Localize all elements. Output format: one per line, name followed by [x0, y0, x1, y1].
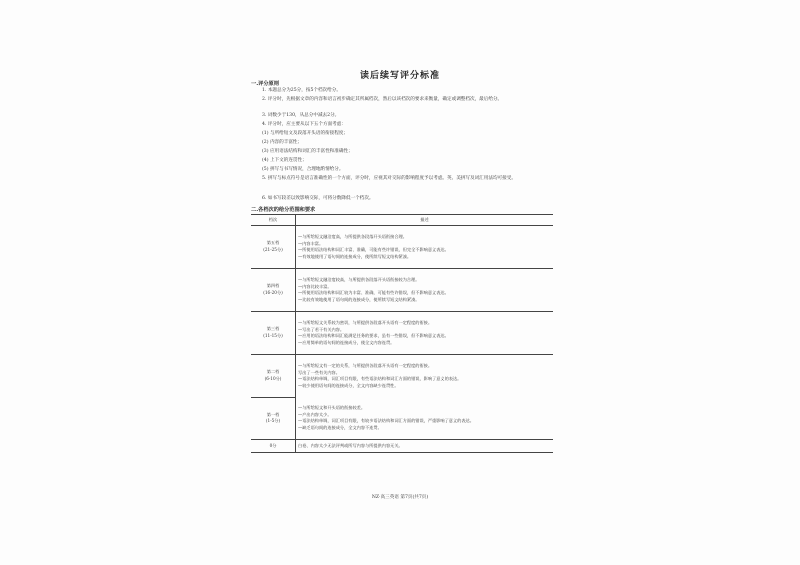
principle-item: 5. 拼写与标点符号是语言准确性的一个方面，评分时，应视其对交际的影响程度予以考虑。英、美拼写及词汇用法均可接受。: [262, 176, 516, 181]
table-row: [251, 226, 553, 269]
description-line: —应用的语法结构和词汇能满足任务的要求，虽有一些错误，但不影响意义表达。: [298, 333, 449, 338]
principle-item: (4) 上下文的连贯性；: [262, 158, 307, 163]
section-heading-principles: 一.评分原则: [251, 81, 279, 87]
description-line: —与所给短文融洽度较高，与所提供各段落开头语衔接较为合理。: [298, 277, 420, 282]
description-line: —与所给短文和开头语的衔接较差。: [298, 405, 366, 410]
description-line: —应用简单的语句间的连接成分，使全文内容连贯。: [298, 339, 395, 345]
table-header-row: [251, 215, 553, 226]
table-row: [251, 355, 553, 398]
description-line: —所使用语法结构和词汇丰富、准确，可能有些许错误，但完全不影响意义表达。: [298, 247, 449, 252]
principle-item: 4. 评分时，应主要从以下五个方面考虑：: [262, 122, 346, 127]
level-cell: [251, 226, 296, 269]
table-row: [251, 440, 553, 453]
principle-item: (1) 与所给短文及段落开头语的衔接程度；: [262, 131, 349, 136]
description-cell: [296, 355, 554, 398]
level-range: (16-20分): [263, 290, 283, 295]
level-range: (11-15分): [263, 333, 283, 338]
description-line: —有效地使用了语句间的连接成分，使所续写短文结构紧凑。: [298, 253, 412, 259]
description-line: —比较有效地使用了语句间的连接成分，使所续写短文结构紧凑。: [298, 296, 420, 302]
principle-item: 1. 本题总分为25分，按5个档次给分。: [262, 88, 341, 93]
principle-item: 3. 词数少于130，从总分中减去2分。: [262, 113, 340, 118]
description-line: 白卷、内容太少无法评判或所写内容与所提供内容无关。: [298, 442, 403, 448]
principle-item: (2) 内容的丰富性；: [262, 140, 303, 145]
level-cell: [251, 355, 296, 398]
description-line: —与所给短文融洽度高，与所提供各段落开头语衔接合理。: [298, 234, 407, 239]
description-line: —产出内容太少。: [298, 411, 332, 417]
table-row: [251, 397, 553, 440]
level-cell: [251, 397, 296, 440]
description-cell: [296, 440, 554, 453]
principle-item: (3) 应用语法结构和词汇的丰富性和准确性；: [262, 149, 353, 154]
description-cell: [296, 226, 554, 269]
description-line: —与所给短文关系较为密切，与所提供各段落开头语有一定程度的衔接。: [298, 320, 433, 325]
description-line: —内容比较丰富。: [298, 283, 332, 289]
principle-item: (5) 拼写与书写情况，合理地酌情给分。: [262, 167, 344, 172]
level-range: (6-10分): [264, 375, 282, 381]
level-range: (21-25分): [263, 247, 283, 252]
description-cell: [296, 312, 554, 355]
description-cell: [296, 269, 554, 312]
table-row: [251, 312, 553, 355]
page-footer: NZ·高三英语 第7页(共7页): [371, 495, 429, 500]
description-cell: [296, 397, 554, 440]
rubric-table: [251, 214, 553, 453]
column-header-description: 描述: [296, 215, 554, 226]
description-line: —所使用语法结构和词汇较为丰富、准确，可能有些许错误，但不影响意义表达。: [298, 290, 449, 295]
page-title: 读后续写评分标准: [359, 71, 440, 81]
level-name: 第五档: [266, 240, 280, 246]
level-cell: [251, 312, 296, 355]
level-name: 0分: [269, 442, 277, 448]
level-name: 第三档: [266, 326, 280, 332]
level-name: 第四档: [266, 283, 280, 289]
principle-item: 2. 评分时，先根据文章的内容和语言初步确定其所属档次，然后以该档次的要求来衡量，确定或调整档次，最后给分。: [262, 97, 503, 102]
level-cell: [251, 269, 296, 312]
principle-item: 6. 如书写较差以致影响交际，可将分数降低一个档次。: [262, 196, 374, 201]
level-name: 第二档: [266, 369, 280, 375]
description-line: —语法结构单调，词汇项目有限，有较多语法结构和词汇方面的错误，严重影响了意义的表达。: [298, 418, 474, 423]
table-row: [251, 269, 553, 312]
description-line: —写出了若干有关内容。: [298, 326, 345, 332]
level-name: 第一档: [266, 411, 280, 417]
section-heading-levels: 二.各档次的给分范围和要求: [251, 207, 316, 213]
description-line: —语法结构单调，词汇项目有限，有些语法结构和词汇方面的错误，影响了意义的表达。: [298, 376, 462, 381]
description-line: —与所给短文有一定的关系，与所提供各段落开头语有一定程度的衔接。: [298, 363, 433, 368]
description-line: —内容丰富。: [298, 240, 324, 246]
description-line: 写出了一些有关内容。: [298, 369, 340, 375]
description-line: —缺乏语句间的连接成分，全文内容不连贯。: [298, 424, 382, 430]
level-range: (1-5分): [265, 418, 281, 424]
description-line: —较少使用语句间的连接成分，全文内容缺少连贯性。: [298, 382, 399, 388]
column-header-level: 档次: [251, 215, 296, 226]
level-cell: [251, 440, 296, 453]
